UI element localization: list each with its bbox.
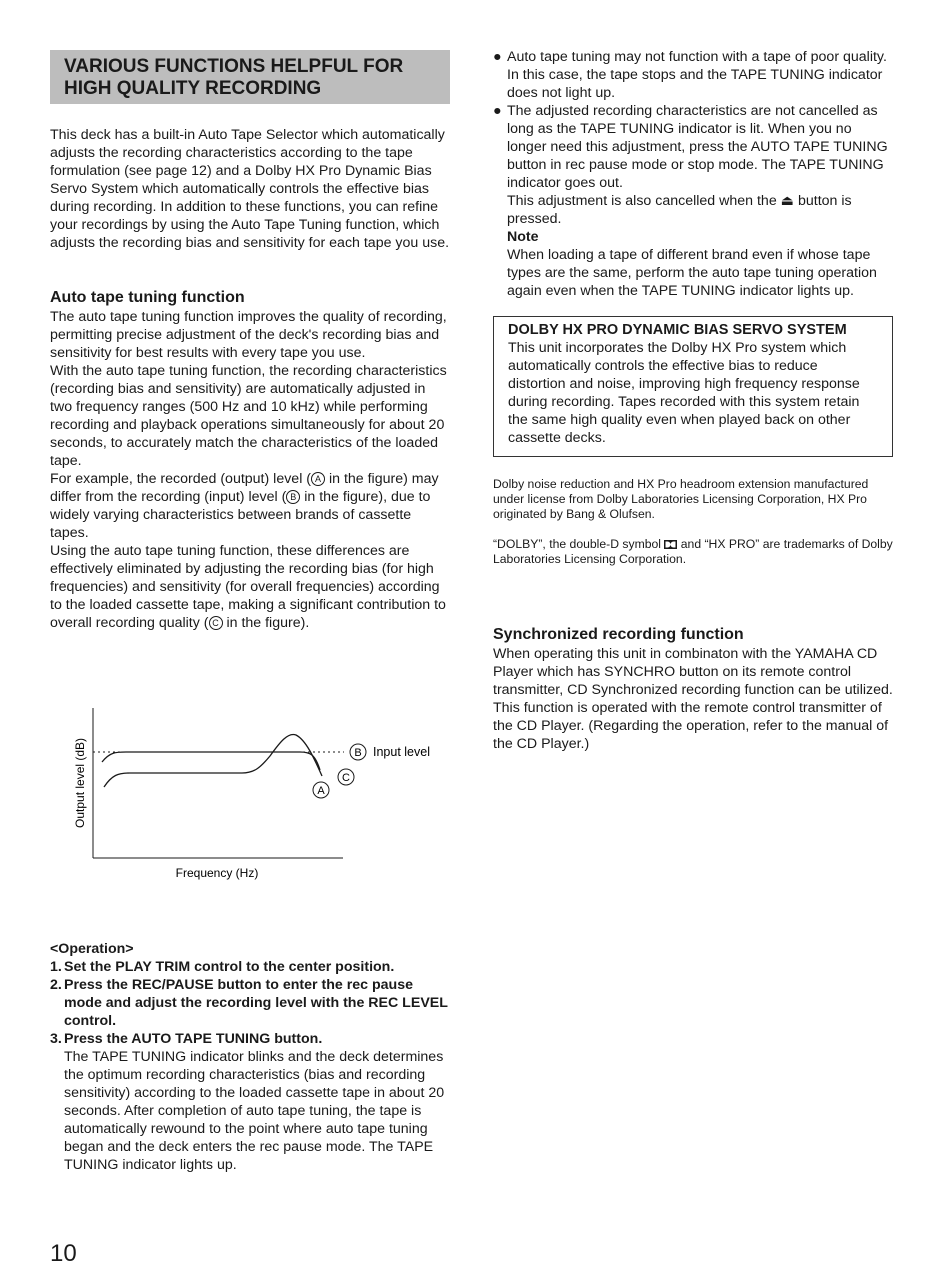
eject-text-b: button is pressed. <box>507 193 852 227</box>
step-3-text: Press the AUTO TAPE TUNING button. <box>64 1031 323 1047</box>
auto-p3-b: in the figure) may differ from the recording (input) level ( <box>50 471 439 505</box>
auto-p1: The auto tape tuning function improves the quality of recording, permitting precise adjustment of the deck's recording bias and sensitivity for best results with every tape you use. <box>50 309 447 361</box>
sync-body: When operating this unit in combinaton with the YAMAHA CD Player which has SYNCHRO button on its remote control transmitter, CD Synchronized recording function can be utilized. This function is operated with the remote control transmitter of the CD Player. (Regarding the operation, refer to the manual of the CD Player.) <box>493 646 893 752</box>
curve-a <box>104 734 322 787</box>
right-column <box>493 48 893 753</box>
mark-c-inline: C <box>209 616 223 630</box>
step-1-text: Set the PLAY TRIM control to the center position. <box>64 959 395 975</box>
bullet-2-text: The adjusted recording characteristics are not cancelled as long as the TAPE TUNING indicator is lit. When you no longer need this adjustment, press the AUTO TAPE TUNING button in rec pause mode or stop mode. The TAPE TUNING indicator goes out. <box>507 103 888 191</box>
frequency-figure <box>62 700 462 890</box>
bullet-dot-icon: ● <box>493 49 502 65</box>
auto-p4 <box>50 542 450 632</box>
note-text: When loading a tape of different brand even if whose tape types are the same, perform the auto tape tuning operation again even when the TAPE TUNING indicator lights up. <box>507 247 877 299</box>
mark-b-label: B <box>354 747 362 759</box>
auto-p3 <box>50 470 450 542</box>
step-3-body: The TAPE TUNING indicator blinks and the deck determines the optimum recording characteristics (bias and recording sensitivity) according to the loaded cassette tape in about 20 seconds. After completion of auto tape tuning, the tape is automatically rewound to the point where auto tape tuning began and the deck enters the rec pause mode. The TAPE TUNING indicator lights up. <box>64 1049 445 1173</box>
input-level-label: Input level <box>373 745 430 759</box>
dolby-trademark <box>493 537 893 567</box>
banner-line-2: HIGH QUALITY RECORDING <box>64 78 322 99</box>
bullet-1 <box>493 48 893 102</box>
auto-p3-c: in the figure), due to widely varying characteristics between brands of cassette tapes. <box>50 489 431 541</box>
page-number: 10 <box>50 1240 77 1267</box>
mark-b-inline: B <box>286 490 300 504</box>
bullet-2-eject <box>507 192 893 228</box>
left-column <box>50 50 450 632</box>
auto-p4-b: in the figure). <box>222 615 310 631</box>
step-1-number: 1. <box>50 959 62 975</box>
dolby-license: Dolby noise reduction and HX Pro headroom extension manufactured under license from Dolby Laboratories Licensing Corporation, HX Pro originated by Bang & Olufsen. <box>493 477 869 521</box>
double-d-icon <box>664 540 677 549</box>
eject-text-a: This adjustment is also cancelled when the <box>507 193 781 209</box>
banner-line-1: VARIOUS FUNCTIONS HELPFUL FOR <box>64 56 404 77</box>
figure-svg <box>62 700 462 890</box>
auto-p3-a: For example, the recorded (output) level ( <box>50 471 312 487</box>
dolby-title: DOLBY HX PRO DYNAMIC BIAS SERVO SYSTEM <box>508 322 847 338</box>
step-2-number: 2. <box>50 977 62 993</box>
eject-icon: ⏏ <box>780 193 795 209</box>
step-3-number: 3. <box>50 1031 62 1047</box>
x-axis-label: Frequency (Hz) <box>175 866 259 880</box>
trademark-text-b: and “HX PRO” are trademarks of Dolby Laboratories Licensing Corporation. <box>493 537 893 566</box>
bullet-2 <box>493 102 893 300</box>
auto-tuning-heading: Auto tape tuning function <box>50 289 245 306</box>
dolby-body: This unit incorporates the Dolby HX Pro system which automatically controls the effective bias to reduce distortion and noise, improving high frequency response during recording. Tapes recorded with this system retain the same high quality even when played back on other cassette decks. <box>508 340 860 446</box>
auto-p4-a: Using the auto tape tuning function, these differences are effectively eliminated by adjusting the recording bias (for high frequencies) and sensitivity (for overall frequencies) according to the loaded cassette tape, making a significant contribution to overall recording quality ( <box>50 543 446 631</box>
dolby-box <box>493 316 893 457</box>
operation-section <box>50 940 450 1174</box>
curve-c <box>102 752 320 770</box>
mark-c-label: C <box>342 772 350 784</box>
trademark-text-a: “DOLBY”, the double-D symbol <box>493 537 665 551</box>
sync-heading: Synchronized recording function <box>493 626 744 643</box>
step-2 <box>50 976 450 1030</box>
bullet-1-text: Auto tape tuning may not function with a tape of poor quality. In this case, the tape stops and the TAPE TUNING indicator does not light up. <box>507 49 887 101</box>
step-2-text: Press the REC/PAUSE button to enter the rec pause mode and adjust the recording level with the REC LEVEL control. <box>64 977 448 1029</box>
step-1 <box>50 958 450 976</box>
y-axis-label: Output level (dB) <box>73 737 87 828</box>
auto-p2: With the auto tape tuning function, the recording characteristics (recording bias and sensitivity) are automatically adjusted in two frequency ranges (500 Hz and 10 kHz) while performing recording and playback operations simultaneously for about 20 seconds, to accurately match the characteristics of the loaded tape. <box>50 363 447 469</box>
mark-a-label: A <box>317 785 325 797</box>
section-banner <box>50 50 450 104</box>
mark-a-inline: A <box>311 472 325 486</box>
note-heading: Note <box>507 229 539 245</box>
intro-paragraph: This deck has a built-in Auto Tape Selector which automatically adjusts the recording characteristics according to the tape formulation (see page 12) and a Dolby HX Pro Dynamic Bias Servo System which automatically controls the effective bias during recording. In addition to these functions, you can refine your recordings by using the Auto Tape Tuning function, which adjusts the recording bias and sensitivity for each tape you use. <box>50 127 450 251</box>
bullet-dot-icon: ● <box>493 103 502 119</box>
step-3 <box>50 1030 450 1174</box>
operation-heading: <Operation> <box>50 941 134 957</box>
